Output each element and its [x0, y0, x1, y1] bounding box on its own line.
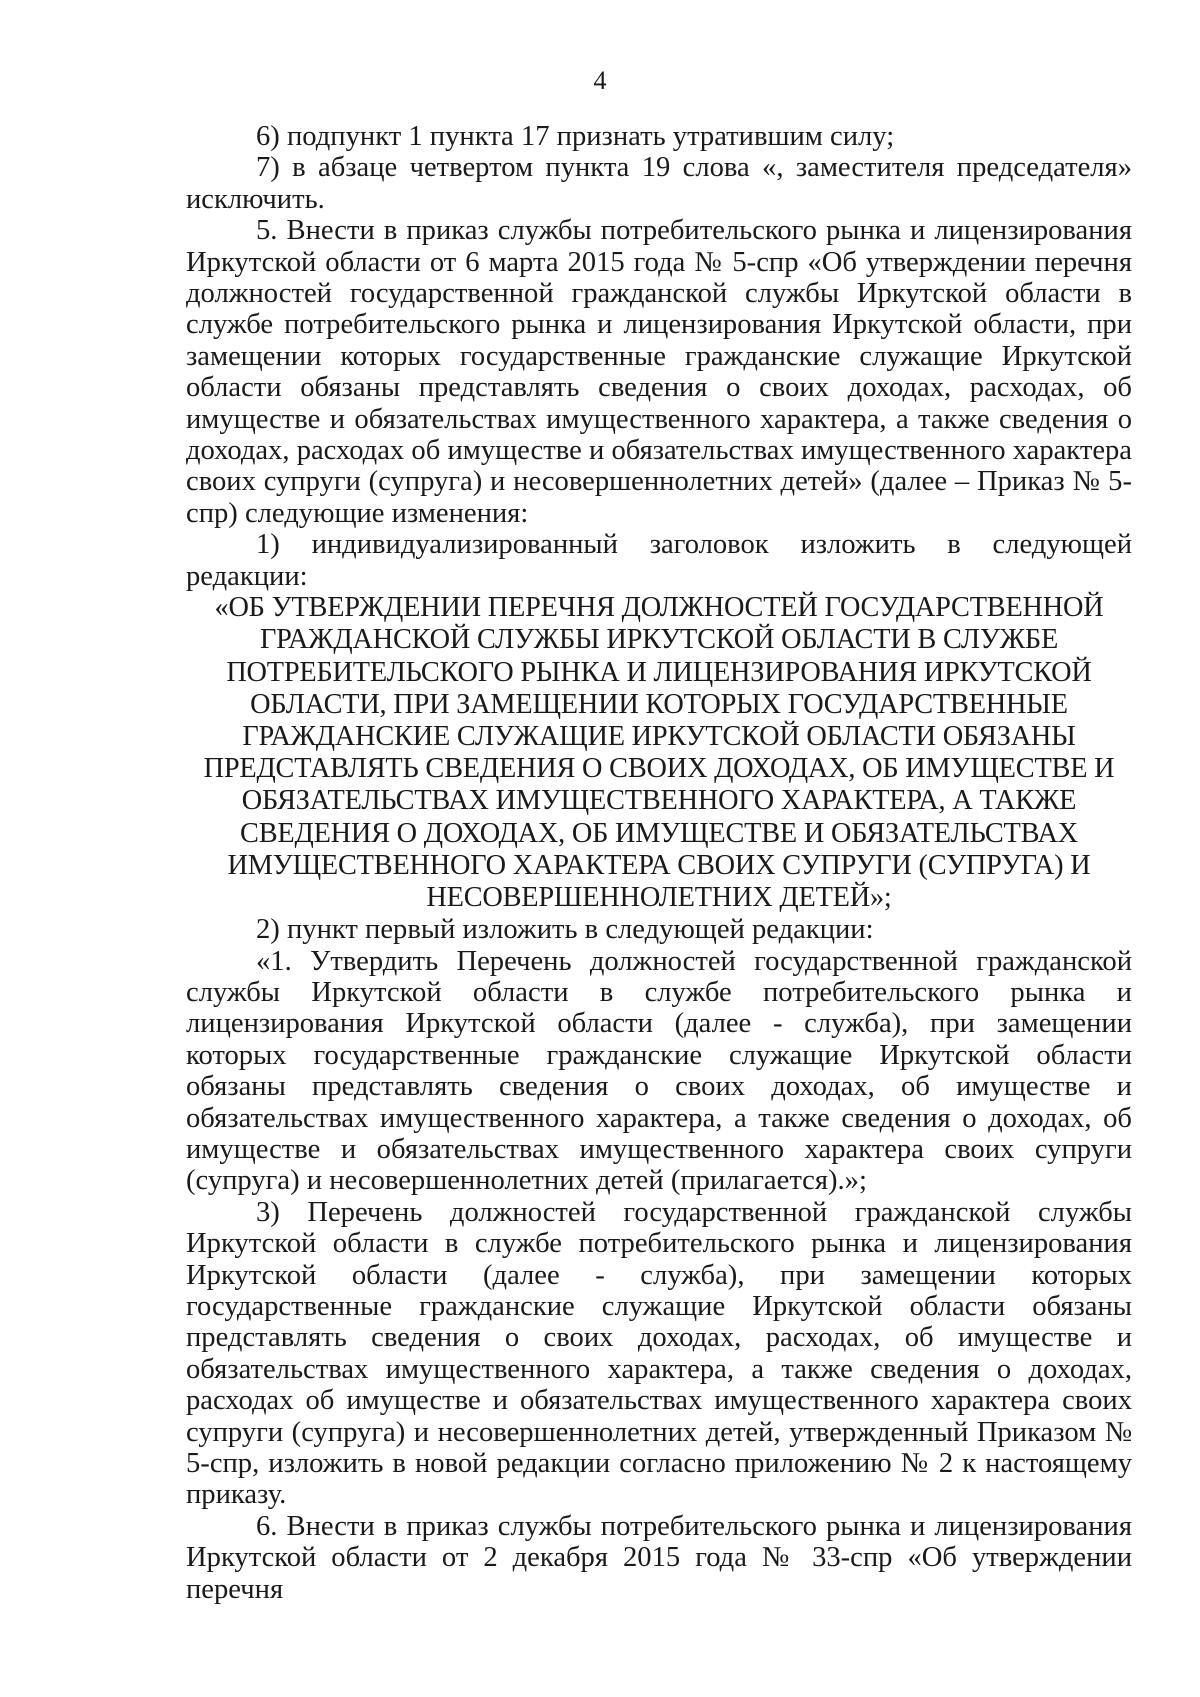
paragraph-item-7: 7) в абзаце четвертом пункта 19 слова «, заместителя председателя» исключить.: [186, 152, 1132, 215]
paragraph-section-5: 5. Внести в приказ службы потребительского рынка и лицензирования Иркутской области от 6 марта 2015 года № 5-спр «Об утверждении перечня должностей государственной гражданской службы Иркутской области в службе потребительского рынка и лицензирования Иркутской области, при замещении которых государственные гражданские служащие Иркутской области обязаны представлять сведения о своих доходах, расходах, об имуществе и обязательствах имущественного характера, а также сведения о доходах, расходах об имуществе и обязательствах имущественного характера своих супруги (супруга) и несовершеннолетних детей» (далее – Приказ № 5-спр) следующие изменения:: [186, 215, 1132, 529]
paragraph-item-6: 6) подпункт 1 пункта 17 признать утратившим силу;: [256, 121, 895, 152]
paragraph-subitem-1: 1) индивидуализированный заголовок изложить в следующей редакции:: [186, 529, 1132, 592]
paragraph-quoted-item-1: «1. Утвердить Перечень должностей государственной гражданской службы Иркутской области в службе потребительского рынка и лицензирования Иркутской области (далее - служба), при замещении которых государственные гражданские служащие Иркутской области обязаны представлять сведения о своих доходах, об имуществе и обязательствах имущественного характера, а также сведения о доходах, об имуществе и обязательствах имущественного характера своих супруги (супруга) и несовершеннолетних детей (прилагается).»;: [186, 945, 1132, 1197]
document-body: [186, 121, 1132, 1605]
page-number: 4: [593, 66, 607, 95]
new-title-block: «ОБ УТВЕРЖДЕНИИ ПЕРЕЧНЯ ДОЛЖНОСТЕЙ ГОСУДАРСТВЕННОЙ ГРАЖДАНСКОЙ СЛУЖБЫ ИРКУТСКОЙ ОБЛАСТИ В СЛУЖБЕ ПОТРЕБИТЕЛЬСКОГО РЫНКА И ЛИЦЕНЗИРОВАНИЯ ИРКУТСКОЙ ОБЛАСТИ, ПРИ ЗАМЕЩЕНИИ КОТОРЫХ ГОСУДАРСТВЕННЫЕ ГРАЖДАНСКИЕ СЛУЖАЩИЕ ИРКУТСКОЙ ОБЛАСТИ ОБЯЗАНЫ ПРЕДСТАВЛЯТЬ СВЕДЕНИЯ О СВОИХ ДОХОДАХ, ОБ ИМУЩЕСТВЕ И ОБЯЗАТЕЛЬСТВАХ ИМУЩЕСТВЕННОГО ХАРАКТЕРА, А ТАКЖЕ СВЕДЕНИЯ О ДОХОДАХ, ОБ ИМУЩЕСТВЕ И ОБЯЗАТЕЛЬСТВАХ ИМУЩЕСТВЕННОГО ХАРАКТЕРА СВОИХ СУПРУГИ (СУПРУГА) И НЕСОВЕРШЕННОЛЕТНИХ ДЕТЕЙ»;: [203, 592, 1115, 913]
paragraph-subitem-3: 3) Перечень должностей государственной гражданской службы Иркутской области в службе потребительского рынка и лицензирования Иркутской области (далее - служба), при замещении которых государственные гражданские служащие Иркутской области обязаны представлять сведения о своих доходах, расходах, об имуществе и обязательствах имущественного характера, а также сведения о доходах, расходах об имуществе и обязательствах имущественного характера своих супруги (супруга) и несовершеннолетних детей, утвержденный Приказом № 5-спр, изложить в новой редакции согласно приложению № 2 к настоящему приказу.: [186, 1196, 1132, 1511]
paragraph-section-6: 6. Внести в приказ службы потребительского рынка и лицензирования Иркутской области от 2 декабря 2015 года № 33-спр «Об утверждении перечня: [186, 1510, 1132, 1605]
paragraph-subitem-2: 2) пункт первый изложить в следующей редакции:: [256, 914, 874, 946]
